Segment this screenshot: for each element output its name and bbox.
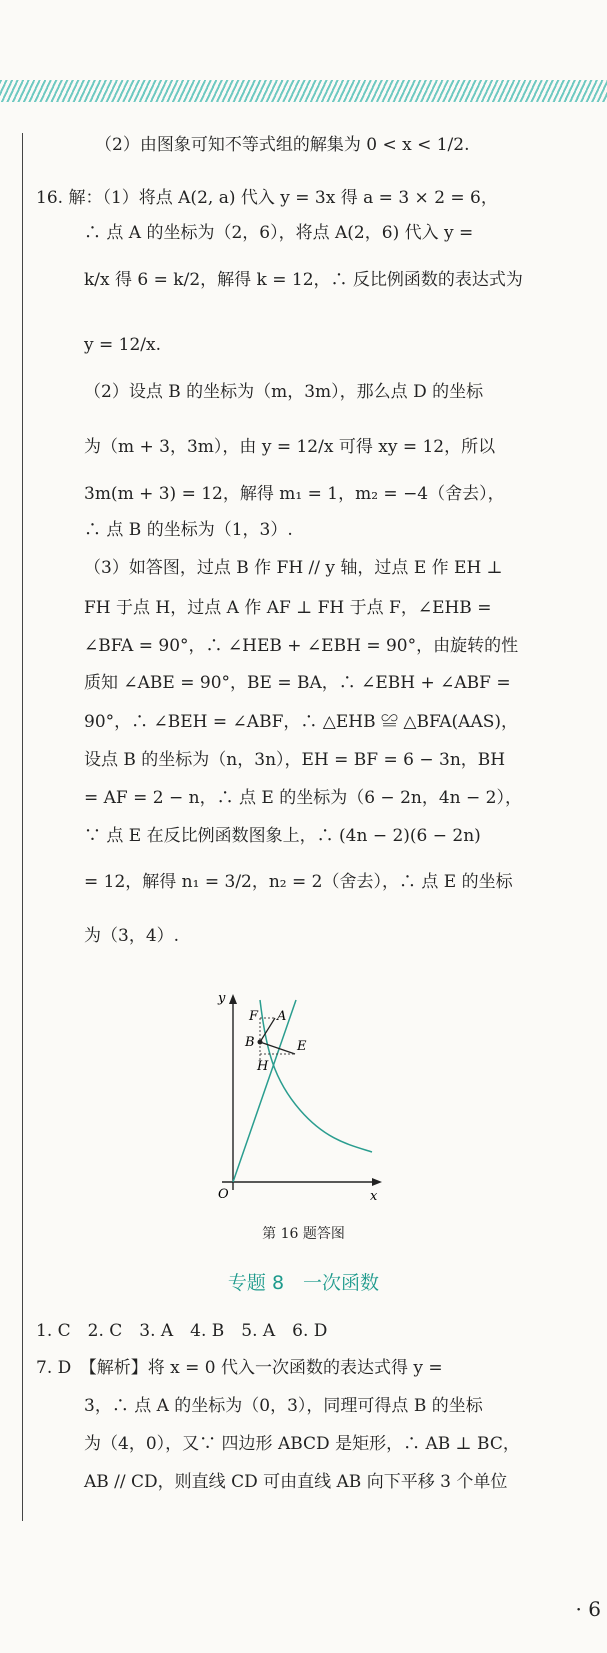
label-a: A [277,1009,287,1024]
text-line: （2）由图象可知不等式组的解集为 0 < x < 1/2. [95,135,470,155]
text-line: 3m(m + 3) = 12，解得 m₁ = 1，m₂ = −4（舍去）， [84,484,505,504]
label-e: E [297,1039,307,1054]
text-line: 设点 B 的坐标为（n，3n），EH = BF = 6 − 3n，BH [84,750,506,770]
x-axis-arrow [372,1178,382,1186]
label-x: x [370,1189,378,1204]
text-line: （2）设点 B 的坐标为（m，3m），那么点 D 的坐标 [84,382,484,402]
y-axis-arrow [229,994,237,1004]
text-line: k/x 得 6 = k/2，解得 k = 12，∴ 反比例函数的表达式为 [84,270,523,290]
text-line: = 12，解得 n₁ = 3/2，n₂ = 2（舍去），∴ 点 E 的坐标 [84,872,513,892]
answer-line: AB // CD，则直线 CD 可由直线 AB 向下平移 3 个单位 [84,1472,508,1492]
label-y: y [218,991,226,1006]
answer-line: 7. D 【解析】将 x = 0 代入一次函数的表达式得 y = [36,1358,443,1378]
left-margin-rule [22,133,23,1521]
text-line: ∴ 点 B 的坐标为（1，3）. [84,520,293,540]
answer-figure-16 [200,990,410,1215]
answer-line: 3，∴ 点 A 的坐标为（0，3），同理可得点 B 的坐标 [84,1396,483,1416]
top-stripe-band [0,80,607,102]
text-line: ∠BFA = 90°，∴ ∠HEB + ∠EBH = 90°，由旋转的性 [84,636,519,656]
label-b: B [245,1035,255,1050]
point-b [258,1040,263,1045]
text-line: 为（m + 3，3m），由 y = 12/x 可得 xy = 12，所以 [84,437,496,457]
section-title: 专题 8 一次函数 [227,1272,380,1294]
text-line: 为（3，4）. [84,926,180,946]
answer-line: 为（4，0），又∵ 四边形 ABCD 是矩形，∴ AB ⊥ BC， [84,1434,520,1454]
text-line: FH 于点 H，过点 A 作 AF ⊥ FH 于点 F，∠EHB = [84,598,492,618]
label-f: F [249,1009,259,1024]
text-line: y = 12/x. [84,335,162,355]
text-line: 质知 ∠ABE = 90°，BE = BA，∴ ∠EBH + ∠ABF = [84,673,511,693]
text-line: ∴ 点 A 的坐标为（2，6），将点 A(2，6) 代入 y = [84,223,474,243]
figure-caption: 第 16 题答图 [262,1226,345,1242]
text-line: 90°，∴ ∠BEH = ∠ABF，∴ △EHB ≌ △BFA(AAS)， [84,712,519,732]
label-o: O [218,1187,229,1202]
text-line: ∵ 点 E 在反比例函数图象上，∴ (4n − 2)(6 − 2n) [84,826,481,846]
text-line: （3）如答图，过点 B 作 FH // y 轴，过点 E 作 EH ⊥ [84,558,503,578]
text-line: = AF = 2 − n，∴ 点 E 的坐标为（6 − 2n，4n − 2）， [84,788,522,808]
text-line: 16. 解：（1）将点 A(2, a) 代入 y = 3x 得 a = 3 × 2 = 6， [36,188,498,208]
page-number: · 6 [575,1597,601,1621]
answer-line: 1. C 2. C 3. A 4. B 5. A 6. D [36,1321,328,1341]
label-h: H [257,1059,269,1074]
